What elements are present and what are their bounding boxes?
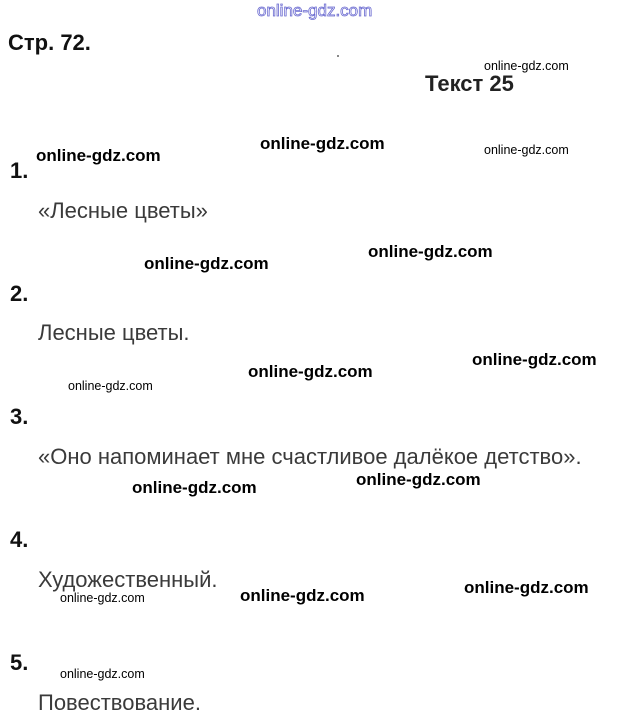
watermark: online-gdz.com <box>240 586 365 605</box>
text-title: Текст 25 <box>425 71 514 96</box>
watermark: online-gdz.com <box>464 578 589 597</box>
answer-5: Повествование. <box>38 690 201 715</box>
speck <box>337 55 339 57</box>
watermark: online-gdz.com <box>356 470 481 489</box>
question-number-1: 1. <box>10 158 29 183</box>
answer-2: Лесные цветы. <box>38 320 190 345</box>
question-number-4: 4. <box>10 527 29 552</box>
watermark: online-gdz.com <box>68 379 153 393</box>
watermark: online-gdz.com <box>60 667 145 681</box>
watermark: online-gdz.com <box>257 1 373 20</box>
question-number-3: 3. <box>10 404 29 429</box>
watermark: online-gdz.com <box>484 59 569 73</box>
watermark: online-gdz.com <box>132 478 257 497</box>
answer-3: «Оно напоминает мне счастливое далёкое детство». <box>38 444 582 469</box>
watermark: online-gdz.com <box>260 134 385 153</box>
answer-1: «Лесные цветы» <box>38 198 208 223</box>
question-number-2: 2. <box>10 281 29 306</box>
watermark: online-gdz.com <box>144 254 269 273</box>
answer-4: Художественный. <box>38 567 218 592</box>
watermark: online-gdz.com <box>368 242 493 261</box>
question-number-5: 5. <box>10 650 29 675</box>
watermark: online-gdz.com <box>36 146 161 165</box>
watermark: online-gdz.com <box>484 143 569 157</box>
page-label: Стр. 72. <box>8 30 91 55</box>
watermark: online-gdz.com <box>472 350 597 369</box>
watermark: online-gdz.com <box>248 362 373 381</box>
watermark: online-gdz.com <box>60 591 145 605</box>
